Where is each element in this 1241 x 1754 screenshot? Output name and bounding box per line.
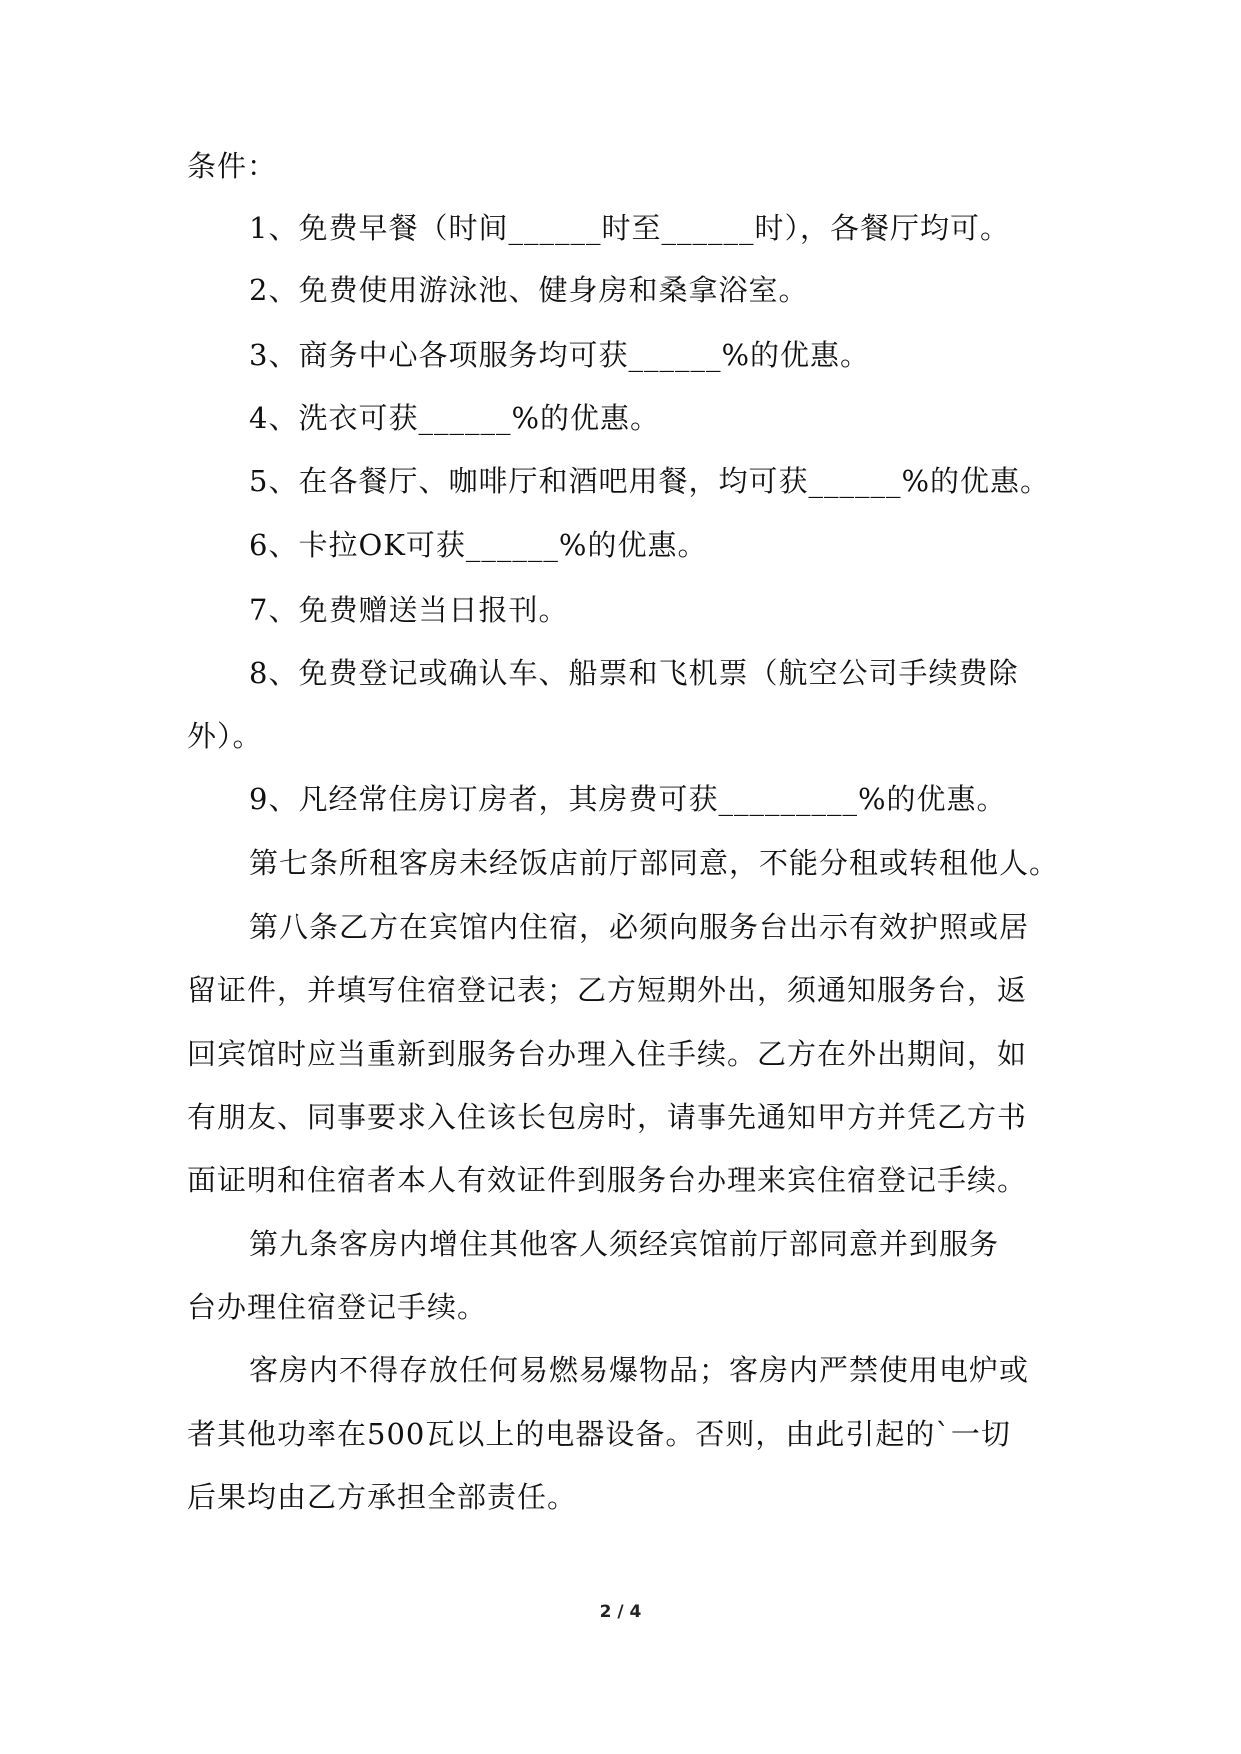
list-item: 9、凡经常住房订房者，其房费可获_________%的优惠。 — [249, 782, 1007, 816]
paragraph-line: 有朋友、同事要求入住该长包房时，请事先通知甲方并凭乙方书 — [187, 1100, 1028, 1134]
list-item: 8、免费登记或确认车、船票和飞机票（航空公司手续费除 — [249, 656, 1019, 690]
paragraph-line: 者其他功率在500瓦以上的电器设备。否则，由此引起的`一切 — [187, 1417, 1011, 1451]
list-item: 3、商务中心各项服务均可获______%的优惠。 — [249, 338, 871, 372]
text-line: 条件： — [187, 149, 278, 183]
list-item: 5、在各餐厅、咖啡厅和酒吧用餐，均可获______%的优惠。 — [249, 464, 1051, 498]
paragraph-line: 留证件，并填写住宿登记表；乙方短期外出，须通知服务台，返 — [187, 973, 1028, 1007]
text-line: 外）。 — [187, 719, 263, 753]
paragraph-line: 第七条所租客房未经饭店前厅部同意，不能分租或转租他人。 — [249, 846, 1060, 880]
paragraph-line: 回宾馆时应当重新到服务台办理入住手续。乙方在外出期间，如 — [187, 1037, 1028, 1071]
list-item: 6、卡拉OK可获______%的优惠。 — [249, 528, 708, 562]
paragraph-line: 第九条客房内增住其他客人须经宾馆前厅部同意并到服务 — [249, 1227, 1000, 1261]
paragraph-line: 台办理住宿登记手续。 — [187, 1290, 488, 1324]
list-item: 2、免费使用游泳池、健身房和桑拿浴室。 — [249, 273, 809, 307]
list-item: 1、免费早餐（时间______时至______时），各餐厅均可。 — [249, 211, 1010, 245]
paragraph-line: 客房内不得存放任何易燃易爆物品；客房内严禁使用电炉或 — [249, 1353, 1030, 1387]
page-number: 2 / 4 — [599, 1602, 642, 1622]
paragraph-line: 面证明和住宿者本人有效证件到服务台办理来宾住宿登记手续。 — [187, 1163, 1028, 1197]
list-item: 7、免费赠送当日报刊。 — [249, 593, 569, 627]
paragraph-line: 后果均由乙方承担全部责任。 — [187, 1480, 578, 1514]
paragraph-line: 第八条乙方在宾馆内住宿，必须向服务台出示有效护照或居 — [249, 910, 1030, 944]
list-item: 4、洗衣可获______%的优惠。 — [249, 401, 661, 435]
